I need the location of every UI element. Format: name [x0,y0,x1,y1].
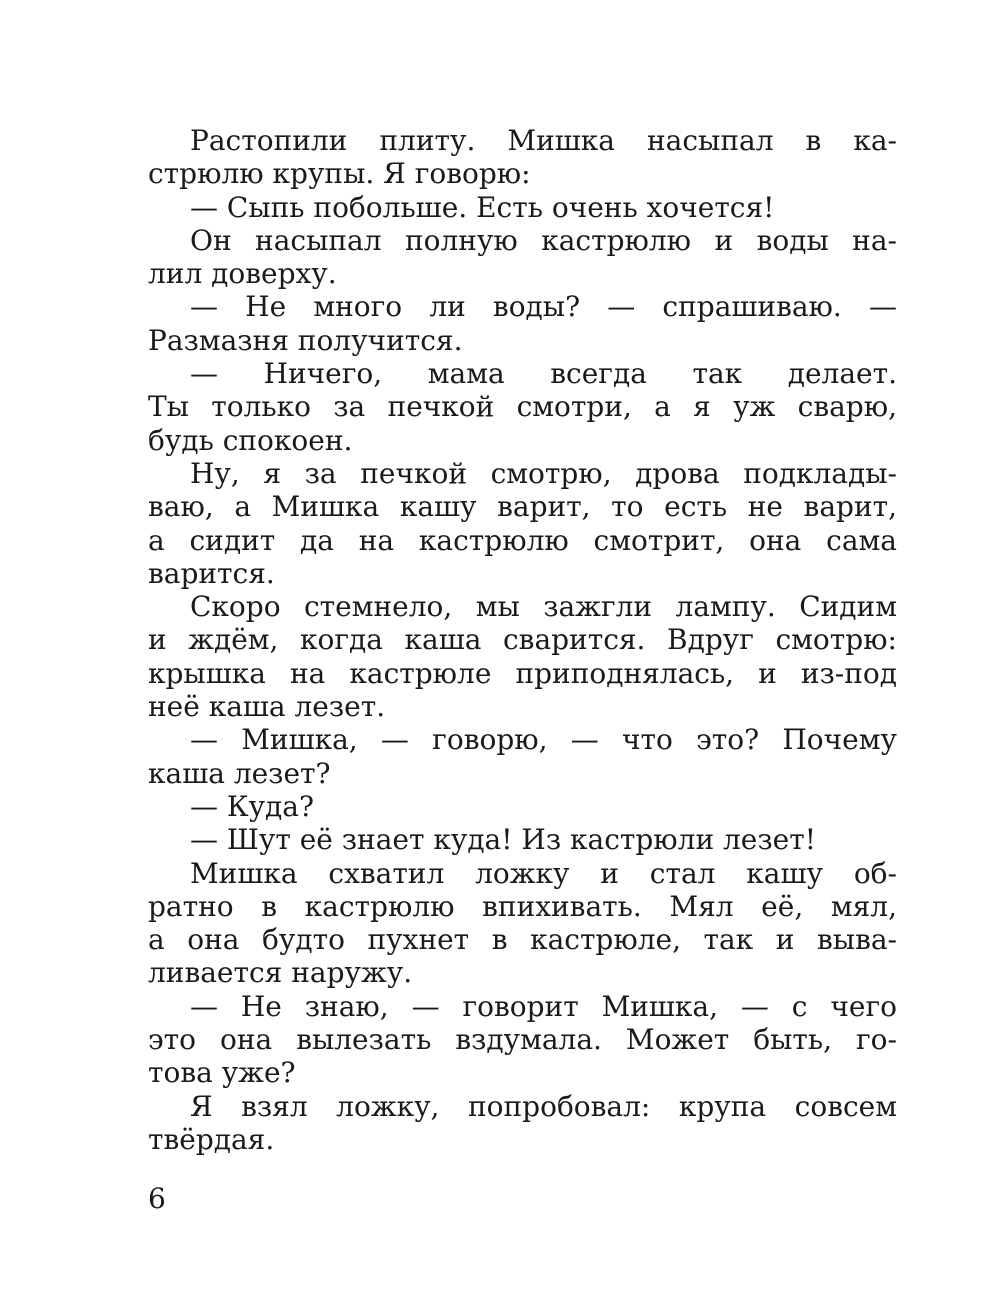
text-line: ливается наружу. [148,956,413,990]
text-line: Я взял ложку, попробовал: крупа совсем [190,1089,897,1123]
body-text [148,124,897,1156]
text-line: а она будто пухнет в кастрюле, так и выва- [148,923,897,957]
paragraph [148,823,897,856]
text-line: — Сыпь побольше. Есть очень хочется! [190,190,775,224]
text-line: — Шут её знает куда! Из кастрюли лезет! [190,823,816,857]
text-line: твёрдая. [148,1122,275,1156]
paragraph [148,1090,897,1157]
text-line: Он насыпал полную кастрюлю и воды на- [190,223,897,257]
paragraph [148,124,897,191]
text-line: Ну, я за печкой смотрю, дрова подклады- [190,456,897,490]
paragraph [148,357,897,457]
text-line: лил доверху. [148,257,337,291]
paragraph [148,990,897,1090]
text-line: Растопили плиту. Мишка насыпал в ка- [190,124,897,157]
text-line: това уже? [148,1056,296,1090]
paragraph [148,790,897,823]
text-line: Скоро стемнело, мы зажгли лампу. Сидим [190,590,897,624]
paragraph [148,857,897,990]
text-line: — Не много ли воды? — спрашиваю. — [190,290,897,324]
page-number: 6 [148,1182,166,1215]
text-line: — Куда? [190,789,314,823]
text-line: варится. [148,556,275,590]
text-line: это она вылезать вздумала. Может быть, го- [148,1023,897,1057]
text-line: и ждём, когда каша сварится. Вдруг смотрю: [148,623,897,657]
text-line: крышка на кастрюле приподнялась, и из-под [148,656,897,690]
text-line: — Мишка, — говорю, — что это? Почему [190,723,897,757]
text-line: Размазня получится. [148,323,463,357]
text-line: — Не знаю, — говорит Мишка, — с чего [190,989,897,1023]
paragraph [148,590,897,723]
text-line: Ты только за печкой смотри, а я уж сварю, [148,390,897,424]
paragraph [148,191,897,224]
paragraph [148,224,897,291]
text-line: неё каша лезет. [148,690,386,724]
paragraph [148,457,897,590]
text-line: будь спокоен. [148,423,353,457]
text-line: Мишка схватил ложку и стал кашу об- [190,856,897,890]
text-line: каша лезет? [148,756,331,790]
text-line: ратно в кастрюлю впихивать. Мял её, мял, [148,889,897,923]
text-line: — Ничего, мама всегда так делает. [190,357,897,391]
text-line: ваю, а Мишка кашу варит, то есть не варит, [148,490,897,524]
paragraph [148,290,897,357]
text-line: а сидит да на кастрюлю смотрит, она сама [148,523,897,557]
paragraph [148,723,897,790]
text-line: стрюлю крупы. Я говорю: [148,157,531,191]
